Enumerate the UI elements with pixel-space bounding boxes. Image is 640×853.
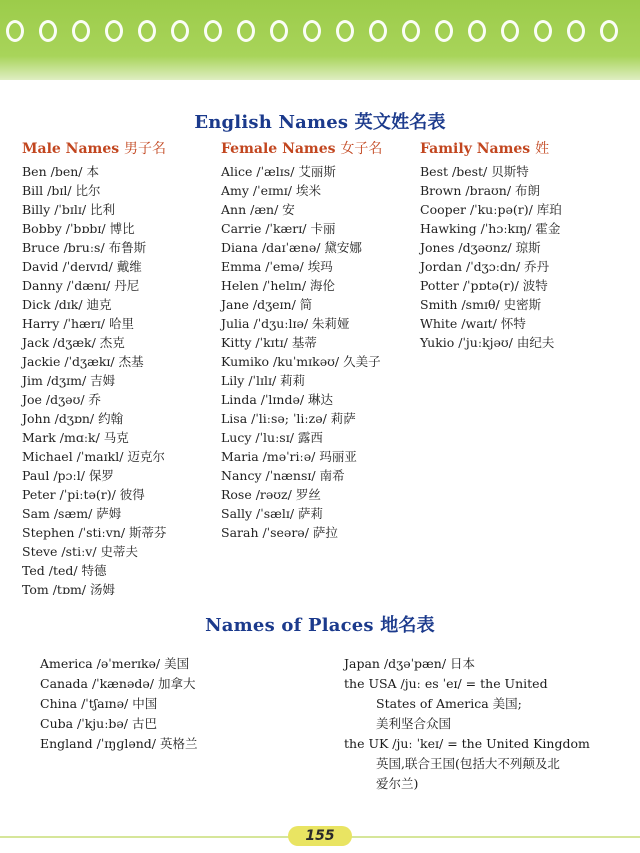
name-entry: Yukio /ˈjuːkjəʊ/ 由纪夫 — [420, 335, 555, 350]
name-entry: Amy /ˈeɪmɪ/ 埃米 — [221, 183, 321, 198]
decorative-ring — [369, 20, 387, 42]
name-entry: Michael /ˈmaɪkl/ 迈克尔 — [22, 449, 165, 464]
place-entry-uk: the UK /juː ˈkeɪ/ = the United Kingdom 英国,联合王国(包括大不列颠及北 爱尔兰) — [344, 736, 590, 791]
name-entry: Bill /bɪl/ 比尔 — [22, 183, 101, 198]
place-entry: America /əˈmerɪkə/ 美国 — [40, 656, 190, 671]
decorative-ring — [72, 20, 90, 42]
name-entry: Linda /ˈlɪndə/ 琳达 — [221, 392, 334, 407]
name-entry: Lisa /ˈliːsə; ˈliːzə/ 莉萨 — [221, 411, 356, 426]
male-names-list — [22, 162, 222, 599]
name-entry: Helen /ˈhelɪn/ 海伦 — [221, 278, 336, 293]
page-number: 155 — [288, 826, 352, 846]
name-entry: Peter /ˈpiːtə(r)/ 彼得 — [22, 487, 145, 502]
decorative-ring — [402, 20, 420, 42]
female-names-header: Female Names 女子名 — [221, 141, 383, 157]
name-entry: Jordan /ˈdʒɔːdn/ 乔丹 — [420, 259, 550, 274]
decorative-ring — [39, 20, 57, 42]
name-entry: Steve /stiːv/ 史蒂夫 — [22, 544, 139, 559]
name-entry: Danny /ˈdænɪ/ 丹尼 — [22, 278, 140, 293]
name-entry: Stephen /ˈstiːvn/ 斯蒂芬 — [22, 525, 167, 540]
name-entry: Harry /ˈhærɪ/ 哈里 — [22, 316, 134, 331]
decorative-ring — [567, 20, 585, 42]
name-entry: Rose /rəʊz/ 罗丝 — [221, 487, 321, 502]
name-entry: Joe /dʒəʊ/ 乔 — [22, 392, 102, 407]
name-entry: John /dʒɒn/ 约翰 — [22, 411, 124, 426]
female-names-list — [221, 162, 426, 542]
male-names-column — [22, 140, 222, 599]
decorative-ring — [600, 20, 618, 42]
name-entry: Brown /braʊn/ 布朗 — [420, 183, 541, 198]
family-names-header: Family Names 姓 — [420, 141, 550, 157]
name-entry: Emma /ˈemə/ 埃玛 — [221, 259, 333, 274]
name-entry: Ann /æn/ 安 — [221, 202, 295, 217]
family-names-list — [420, 162, 630, 352]
name-entry: Sam /sæm/ 萨姆 — [22, 506, 122, 521]
family-names-column — [420, 140, 630, 352]
name-entry: Best /best/ 贝斯特 — [420, 164, 529, 179]
name-entry: Maria /məˈriːə/ 玛丽亚 — [221, 449, 357, 464]
name-entry: Diana /daɪˈænə/ 黛安娜 — [221, 240, 362, 255]
place-entry: Canada /ˈkænədə/ 加拿大 — [40, 676, 196, 691]
name-entry: Jim /dʒɪm/ 吉姆 — [22, 373, 116, 388]
decorative-ring — [138, 20, 156, 42]
name-entry: Bruce /bruːs/ 布鲁斯 — [22, 240, 147, 255]
name-entry: Hawking /ˈhɔːkɪŋ/ 霍金 — [420, 221, 561, 236]
name-entry: White /waɪt/ 怀特 — [420, 316, 526, 331]
name-entry: Jane /dʒeɪn/ 简 — [221, 297, 313, 312]
decorative-ring — [468, 20, 486, 42]
page-title: English Names 英文姓名表 — [194, 112, 446, 133]
place-entry: China /ˈtʃaɪnə/ 中国 — [40, 696, 158, 711]
name-entry: Ben /ben/ 本 — [22, 164, 99, 179]
name-entry: David /ˈdeɪvɪd/ 戴维 — [22, 259, 142, 274]
name-entry: Julia /ˈdʒuːlɪə/ 朱莉娅 — [221, 316, 350, 331]
name-entry: Lucy /ˈluːsɪ/ 露西 — [221, 430, 323, 445]
places-list-left — [40, 654, 320, 754]
name-entry: Cooper /ˈkuːpə(r)/ 库珀 — [420, 202, 562, 217]
name-entry: Sally /ˈsælɪ/ 萨莉 — [221, 506, 324, 521]
decorative-ring — [336, 20, 354, 42]
decorative-ring — [501, 20, 519, 42]
name-entry: Sarah /ˈseərə/ 萨拉 — [221, 525, 338, 540]
name-entry: Kitty /ˈkɪtɪ/ 基蒂 — [221, 335, 317, 350]
places-list-right — [344, 654, 624, 794]
decorative-ring — [435, 20, 453, 42]
male-names-header: Male Names 男子名 — [22, 141, 167, 157]
place-entry: Cuba /ˈkjuːbə/ 古巴 — [40, 716, 157, 731]
name-entry: Jackie /ˈdʒækɪ/ 杰基 — [22, 354, 144, 369]
decorative-ring — [6, 20, 24, 42]
decorative-ring — [171, 20, 189, 42]
decorative-ring — [270, 20, 288, 42]
decorative-ring — [534, 20, 552, 42]
name-entry: Paul /pɔːl/ 保罗 — [22, 468, 114, 483]
name-entry: Potter /ˈpɒtə(r)/ 波特 — [420, 278, 548, 293]
name-entry: Smith /smɪθ/ 史密斯 — [420, 297, 542, 312]
name-entry: Tom /tɒm/ 汤姆 — [22, 582, 115, 597]
name-entry: Alice /ˈælɪs/ 艾丽斯 — [221, 164, 336, 179]
female-names-column — [221, 140, 426, 542]
name-entry: Kumiko /kuˈmɪkəʊ/ 久美子 — [221, 354, 381, 369]
decorative-ring — [204, 20, 222, 42]
decorative-ring — [237, 20, 255, 42]
name-entry: Ted /ted/ 特德 — [22, 563, 107, 578]
place-entry-usa: the USA /juː es ˈeɪ/ = the United States of America 美国; 美利坚合众国 — [344, 676, 548, 731]
name-entry: Carrie /ˈkærɪ/ 卡丽 — [221, 221, 336, 236]
place-entry: England /ˈɪŋɡlənd/ 英格兰 — [40, 736, 198, 751]
decorative-ring — [105, 20, 123, 42]
name-entry: Lily /ˈlɪlɪ/ 莉莉 — [221, 373, 306, 388]
name-entry: Jack /dʒæk/ 杰克 — [22, 335, 125, 350]
name-entry: Mark /mɑːk/ 马克 — [22, 430, 129, 445]
decorative-ring — [303, 20, 321, 42]
name-entry: Bobby /ˈbɒbɪ/ 博比 — [22, 221, 135, 236]
place-entry: Japan /dʒəˈpæn/ 日本 — [344, 656, 476, 671]
places-title: Names of Places 地名表 — [205, 615, 435, 636]
name-entry: Jones /dʒəʊnz/ 琼斯 — [420, 240, 541, 255]
name-entry: Dick /dɪk/ 迪克 — [22, 297, 112, 312]
header-band — [0, 0, 640, 80]
name-entry: Nancy /ˈnænsɪ/ 南希 — [221, 468, 345, 483]
name-entry: Billy /ˈbɪlɪ/ 比利 — [22, 202, 116, 217]
